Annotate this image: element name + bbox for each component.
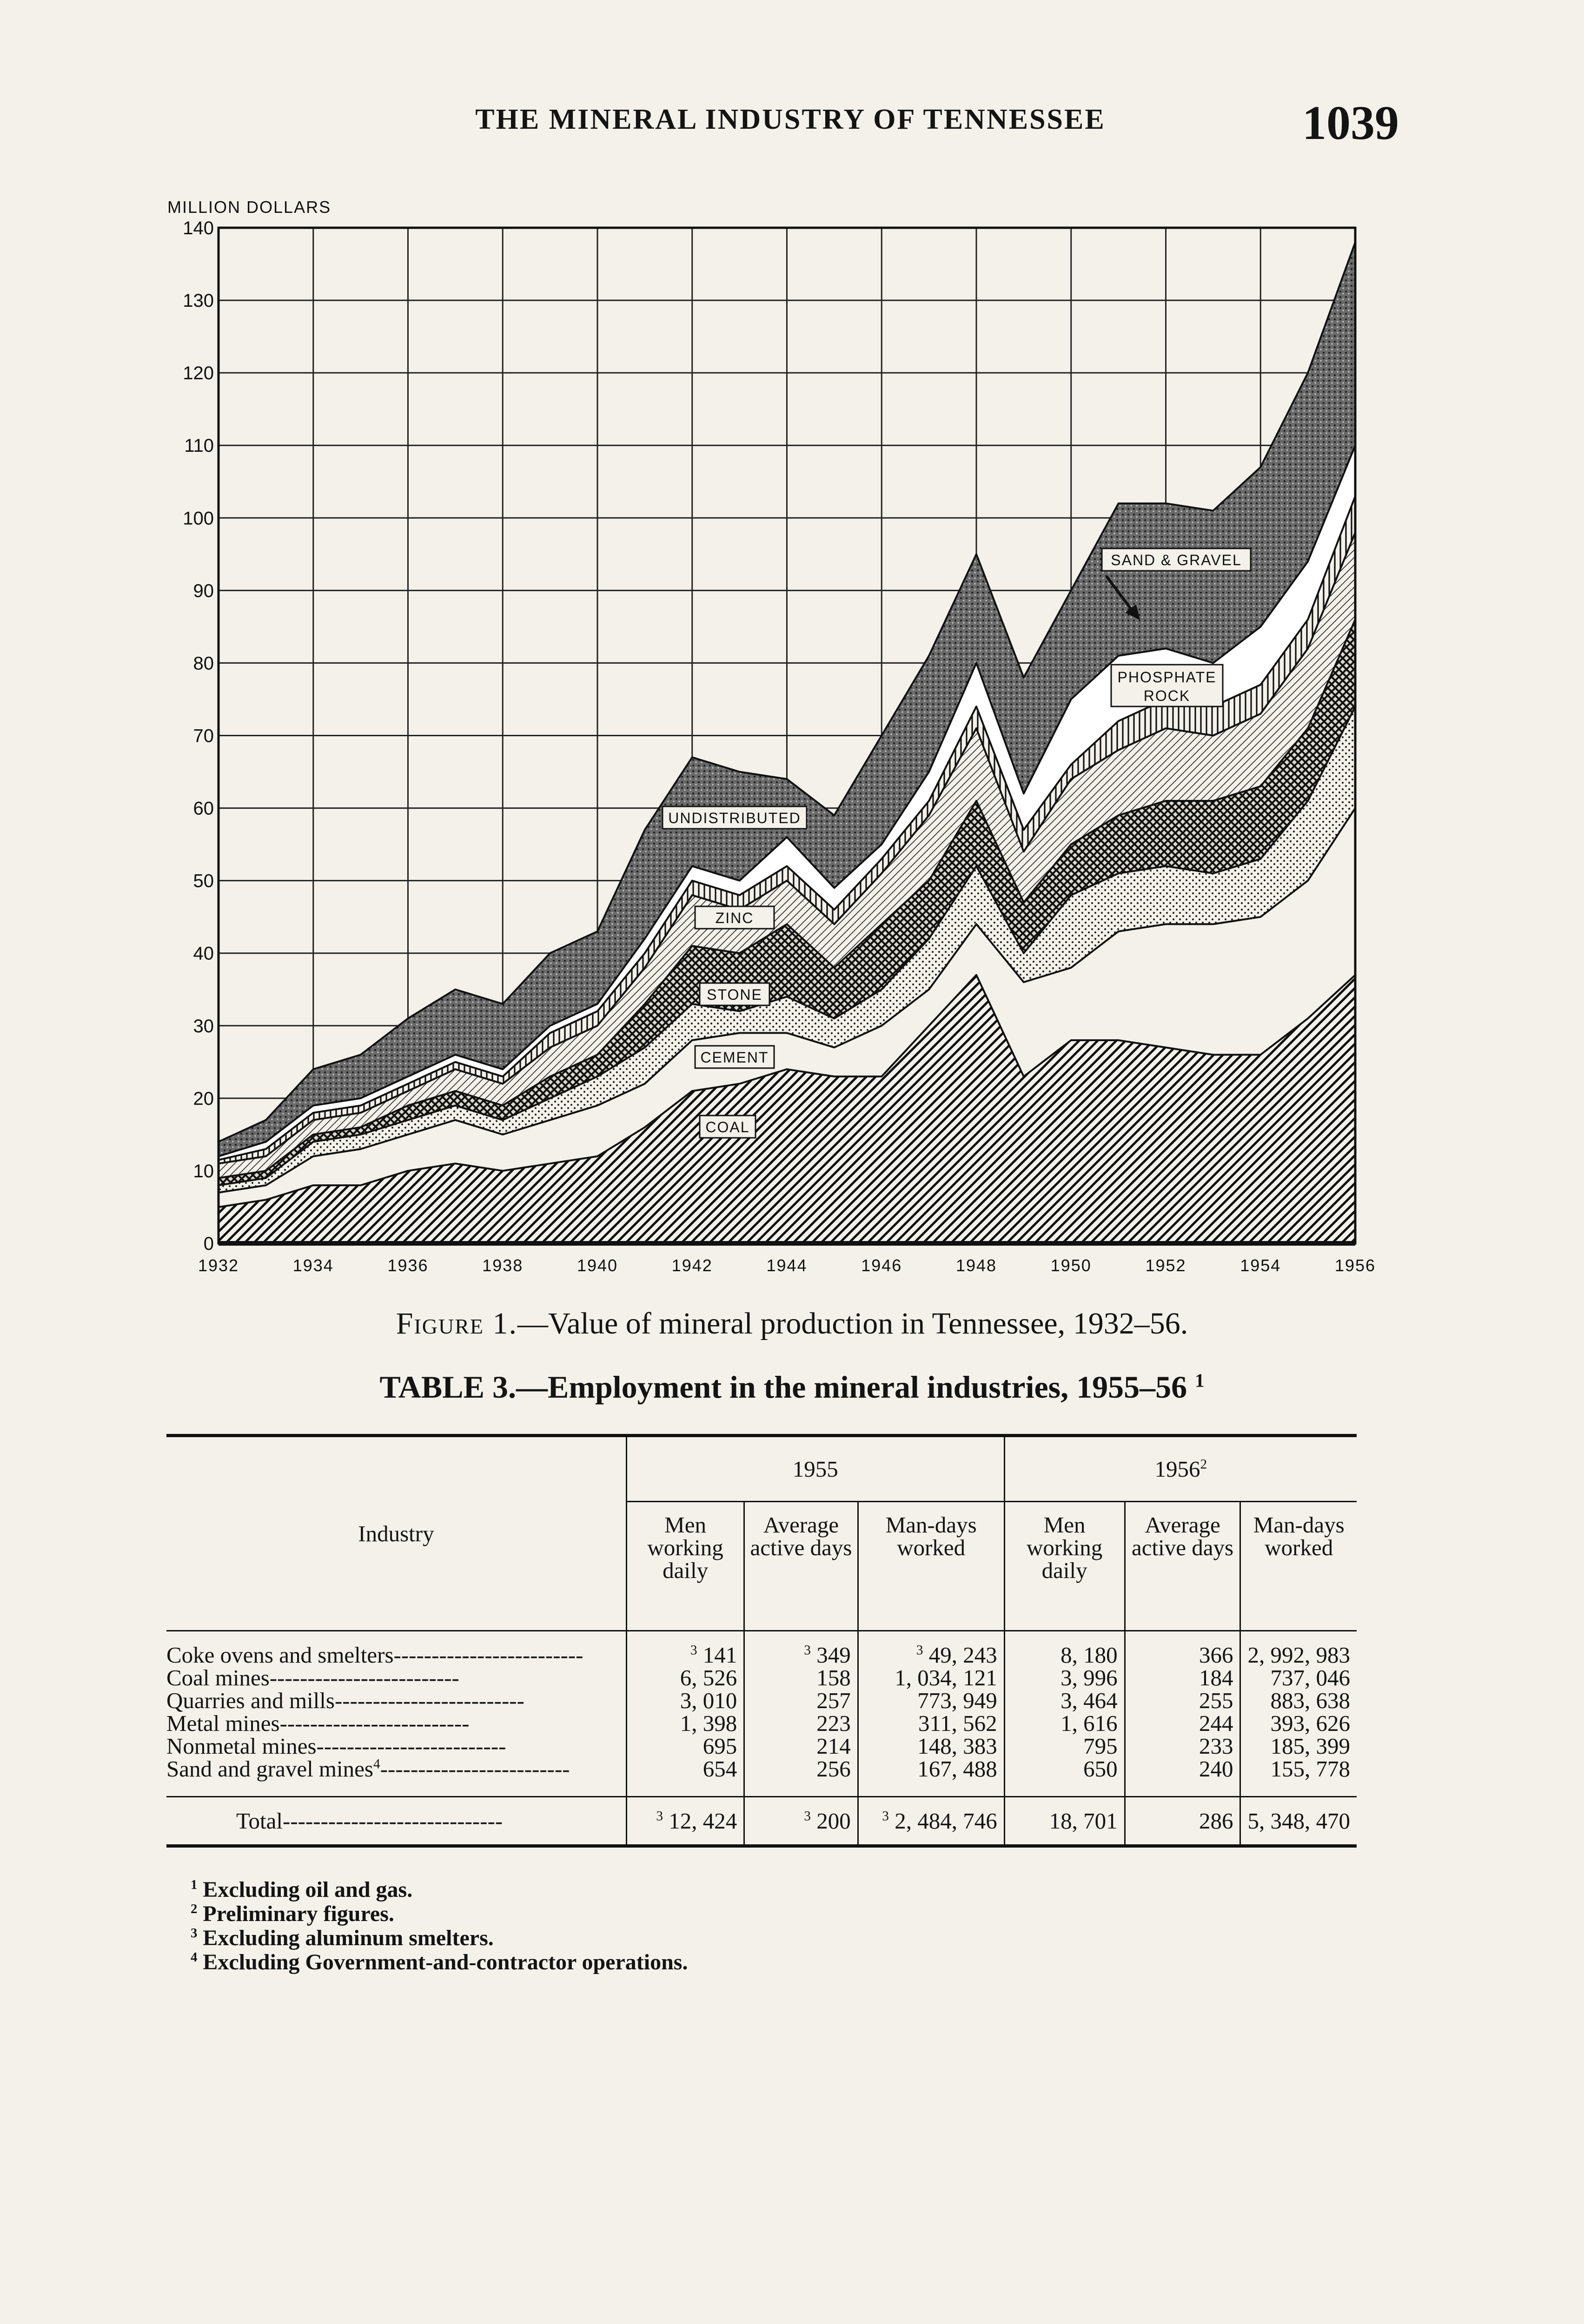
cell-value: 773, 949 [917,1688,997,1713]
running-title: THE MINERAL INDUSTRY OF TENNESSEE [475,104,1106,135]
x-tick-label: 1942 [671,1256,713,1275]
y-tick-label: 50 [193,871,214,891]
cell-1955-mandays [858,1712,1004,1735]
y-tick-label: 20 [193,1088,214,1109]
cell-value: 18, 701 [1049,1808,1118,1834]
cell-value: 49, 243 [928,1642,997,1668]
industry-name [166,1797,626,1846]
cell-1955-men [626,1666,744,1689]
cell-value: 148, 383 [917,1733,997,1759]
cell-value: 286 [1199,1808,1233,1834]
industry-name [166,1757,626,1797]
col-header: Average active days [1125,1502,1240,1631]
y-axis-label: MILLION DOLLARS [167,198,331,217]
table-group-1956-note: 2 [1200,1457,1207,1472]
industry-label: Metal mines [166,1710,280,1736]
industry-label: Coal mines [166,1665,270,1690]
y-tick-label: 120 [183,363,214,384]
x-tick-label: 1954 [1240,1256,1281,1275]
cell-value: 366 [1199,1642,1233,1668]
industry-note: 4 [373,1756,380,1772]
industry-name [166,1666,626,1689]
cell-note: 3 [690,1643,697,1658]
cell-value: 737, 046 [1270,1665,1350,1690]
cell-value: 255 [1199,1688,1233,1713]
cell-1956-men [1004,1757,1125,1797]
y-tick-label: 100 [183,508,214,529]
industry-name [166,1689,626,1712]
cell-value: 8, 180 [1060,1642,1118,1668]
cell-value: 6, 526 [680,1665,737,1690]
cell-value: 244 [1199,1710,1233,1736]
footnote-text: Excluding oil and gas. [203,1877,413,1902]
cell-1955-mandays [858,1797,1004,1846]
cell-1956-men [1004,1712,1125,1735]
page-number: 1039 [1302,96,1399,150]
cell-value: 695 [703,1733,737,1759]
table-group-1956-label: 1956 [1154,1456,1200,1482]
cell-1955-days [744,1689,858,1712]
cell-1955-men [626,1757,744,1797]
y-tick-label: 110 [184,436,214,456]
cell-1956-men [1004,1631,1125,1667]
industry-label: Nonmetal mines [166,1733,317,1759]
footnote [191,1926,688,1950]
cell-value: 184 [1199,1665,1233,1690]
footnote-mark: 3 [191,1925,198,1941]
x-tick-label: 1940 [577,1256,618,1275]
footnotes [191,1878,688,1974]
footnote-text: Excluding aluminum smelters. [203,1925,494,1950]
leader-dots: ------------------------- [279,1710,470,1736]
footnote [191,1902,688,1926]
cell-1955-men [626,1631,744,1667]
y-tick-label: 90 [193,581,214,601]
footnote-text: Excluding Government-and-contractor operations. [203,1949,688,1974]
cell-1956-mandays [1240,1666,1357,1689]
cell-value: 3, 464 [1060,1688,1118,1713]
footnote-mark: 4 [191,1949,198,1965]
table-row [166,1757,1357,1797]
industry-label: Coke ovens and smelters [166,1642,394,1668]
footnote-mark: 2 [191,1901,198,1916]
figure-caption [0,1306,1584,1341]
footnote-text: Preliminary figures. [203,1901,394,1926]
cell-1955-days [744,1666,858,1689]
industry-name [166,1735,626,1757]
cell-1956-men [1004,1797,1125,1846]
cell-1955-days [744,1757,858,1797]
col-header: Men working daily [1004,1502,1125,1631]
cell-note: 3 [882,1809,889,1824]
cell-1956-mandays [1240,1712,1357,1735]
cell-value: 185, 399 [1270,1733,1350,1759]
y-tick-label: 0 [203,1234,214,1254]
cell-value: 883, 638 [1270,1688,1350,1713]
cell-note: 3 [656,1809,663,1824]
cell-value: 257 [816,1688,851,1713]
cell-value: 650 [1083,1756,1118,1782]
y-tick-label: 80 [193,653,214,674]
cell-1955-mandays [858,1666,1004,1689]
cell-1956-mandays [1240,1631,1357,1667]
table-group-1955: 1955 [626,1436,1004,1502]
cell-1955-mandays [858,1757,1004,1797]
leader-dots: ------------------------- [393,1642,583,1668]
cell-value: 158 [816,1665,851,1690]
cell-1955-days [744,1797,858,1846]
x-tick-label: 1936 [387,1256,429,1275]
y-tick-label: 40 [193,943,214,964]
annotation-label: ROCK [1143,687,1191,704]
y-tick-label: 60 [193,798,214,819]
figure-label: Figure 1. [396,1307,518,1340]
annotation-label: STONE [707,986,762,1003]
table-row [166,1712,1357,1735]
cell-1956-days [1125,1689,1240,1712]
x-tick-label: 1952 [1145,1256,1186,1275]
annotation-label: CEMENT [700,1049,769,1066]
cell-1956-days [1125,1666,1240,1689]
cell-value: 2, 992, 983 [1247,1642,1350,1668]
cell-value: 393, 626 [1270,1710,1350,1736]
y-tick-label: 140 [183,218,214,238]
table-row [166,1689,1357,1712]
footnote-mark: 1 [191,1877,198,1892]
y-tick-label: 70 [193,726,214,746]
cell-value: 214 [816,1733,851,1759]
x-tick-label: 1946 [861,1256,902,1275]
table-stub-header: Industry [166,1436,626,1631]
x-tick-label: 1938 [482,1256,524,1275]
table-row [166,1735,1357,1757]
annotation-label: COAL [705,1119,750,1136]
cell-1956-mandays [1240,1797,1357,1846]
cell-1955-mandays [858,1631,1004,1667]
cell-1955-men [626,1797,744,1846]
cell-value: 1, 398 [680,1710,737,1736]
cell-1955-men [626,1689,744,1712]
cell-1956-days [1125,1797,1240,1846]
annotation-label: UNDISTRIBUTED [668,810,801,826]
annotation-label: ZINC [715,910,754,926]
cell-1956-mandays [1240,1757,1357,1797]
cell-1956-mandays [1240,1735,1357,1757]
col-header: Men working daily [626,1502,744,1631]
table-group-1956 [1004,1436,1357,1502]
cell-1956-men [1004,1666,1125,1689]
cell-value: 2, 484, 746 [895,1808,997,1834]
y-tick-label: 10 [193,1161,214,1182]
table-row [166,1631,1357,1667]
table-title [0,1369,1584,1406]
leader-dots: ------------------------- [334,1688,524,1713]
x-tick-label: 1934 [292,1256,334,1275]
cell-value: 200 [816,1808,851,1834]
cell-1956-days [1125,1712,1240,1735]
table-title-note: 1 [1195,1370,1205,1391]
cell-1955-days [744,1631,858,1667]
cell-1955-days [744,1735,858,1757]
col-header: Man-days worked [858,1502,1004,1631]
cell-value: 167, 488 [917,1756,997,1782]
cell-1955-men [626,1712,744,1735]
cell-note: 3 [804,1809,811,1824]
figure-text: —Value of mineral production in Tennessee, 1932–56. [517,1307,1188,1340]
cell-value: 5, 348, 470 [1247,1808,1350,1834]
cell-1956-days [1125,1735,1240,1757]
cell-value: 1, 616 [1060,1710,1118,1736]
annotation-label: SAND & GRAVEL [1111,552,1242,568]
table-total-row [166,1797,1357,1846]
leader-dots: ------------------------- [380,1756,570,1782]
cell-1956-men [1004,1689,1125,1712]
cell-value: 155, 778 [1270,1756,1350,1782]
cell-1955-days [744,1712,858,1735]
col-header: Man-days worked [1240,1502,1357,1631]
leader-dots: ------------------------- [316,1733,506,1759]
x-tick-label: 1956 [1334,1256,1376,1275]
leader-dots: ------------------------- [269,1665,459,1690]
cell-value: 240 [1199,1756,1233,1782]
cell-1955-mandays [858,1689,1004,1712]
cell-1955-men [626,1735,744,1757]
cell-1956-mandays [1240,1689,1357,1712]
cell-value: 233 [1199,1733,1233,1759]
cell-1955-mandays [858,1735,1004,1757]
cell-value: 12, 424 [669,1808,737,1834]
cell-1956-days [1125,1757,1240,1797]
cell-1956-men [1004,1735,1125,1757]
cell-value: 141 [703,1642,737,1668]
industry-label: Total [236,1808,283,1834]
cell-value: 311, 562 [918,1710,997,1736]
cell-value: 256 [816,1756,851,1782]
x-tick-label: 1944 [766,1256,808,1275]
footnote [191,1878,688,1902]
cell-value: 349 [816,1642,851,1668]
table-title-text: TABLE 3.—Employment in the mineral industries, 1955–56 [379,1369,1187,1405]
x-tick-label: 1932 [198,1256,239,1275]
x-tick-label: 1950 [1050,1256,1092,1275]
annotation-label: PHOSPHATE [1117,669,1217,686]
industry-label: Quarries and mills [166,1688,335,1713]
cell-1956-days [1125,1631,1240,1667]
employment-table [166,1434,1357,1848]
industry-name [166,1631,626,1667]
cell-value: 223 [816,1710,851,1736]
cell-value: 3, 996 [1060,1665,1118,1690]
cell-value: 795 [1083,1733,1118,1759]
industry-label: Sand and gravel mines [166,1756,373,1782]
cell-value: 1, 034, 121 [895,1665,997,1690]
col-header: Average active days [744,1502,858,1631]
footnote [191,1950,688,1974]
x-tick-label: 1948 [955,1256,997,1275]
y-tick-label: 130 [183,290,214,311]
cell-note: 3 [804,1643,811,1658]
leader-dots: ----------------------------- [283,1808,503,1834]
industry-name [166,1712,626,1735]
table-row [166,1666,1357,1689]
cell-value: 3, 010 [680,1688,737,1713]
cell-note: 3 [916,1643,923,1658]
y-tick-label: 30 [193,1016,214,1037]
cell-value: 654 [703,1756,737,1782]
